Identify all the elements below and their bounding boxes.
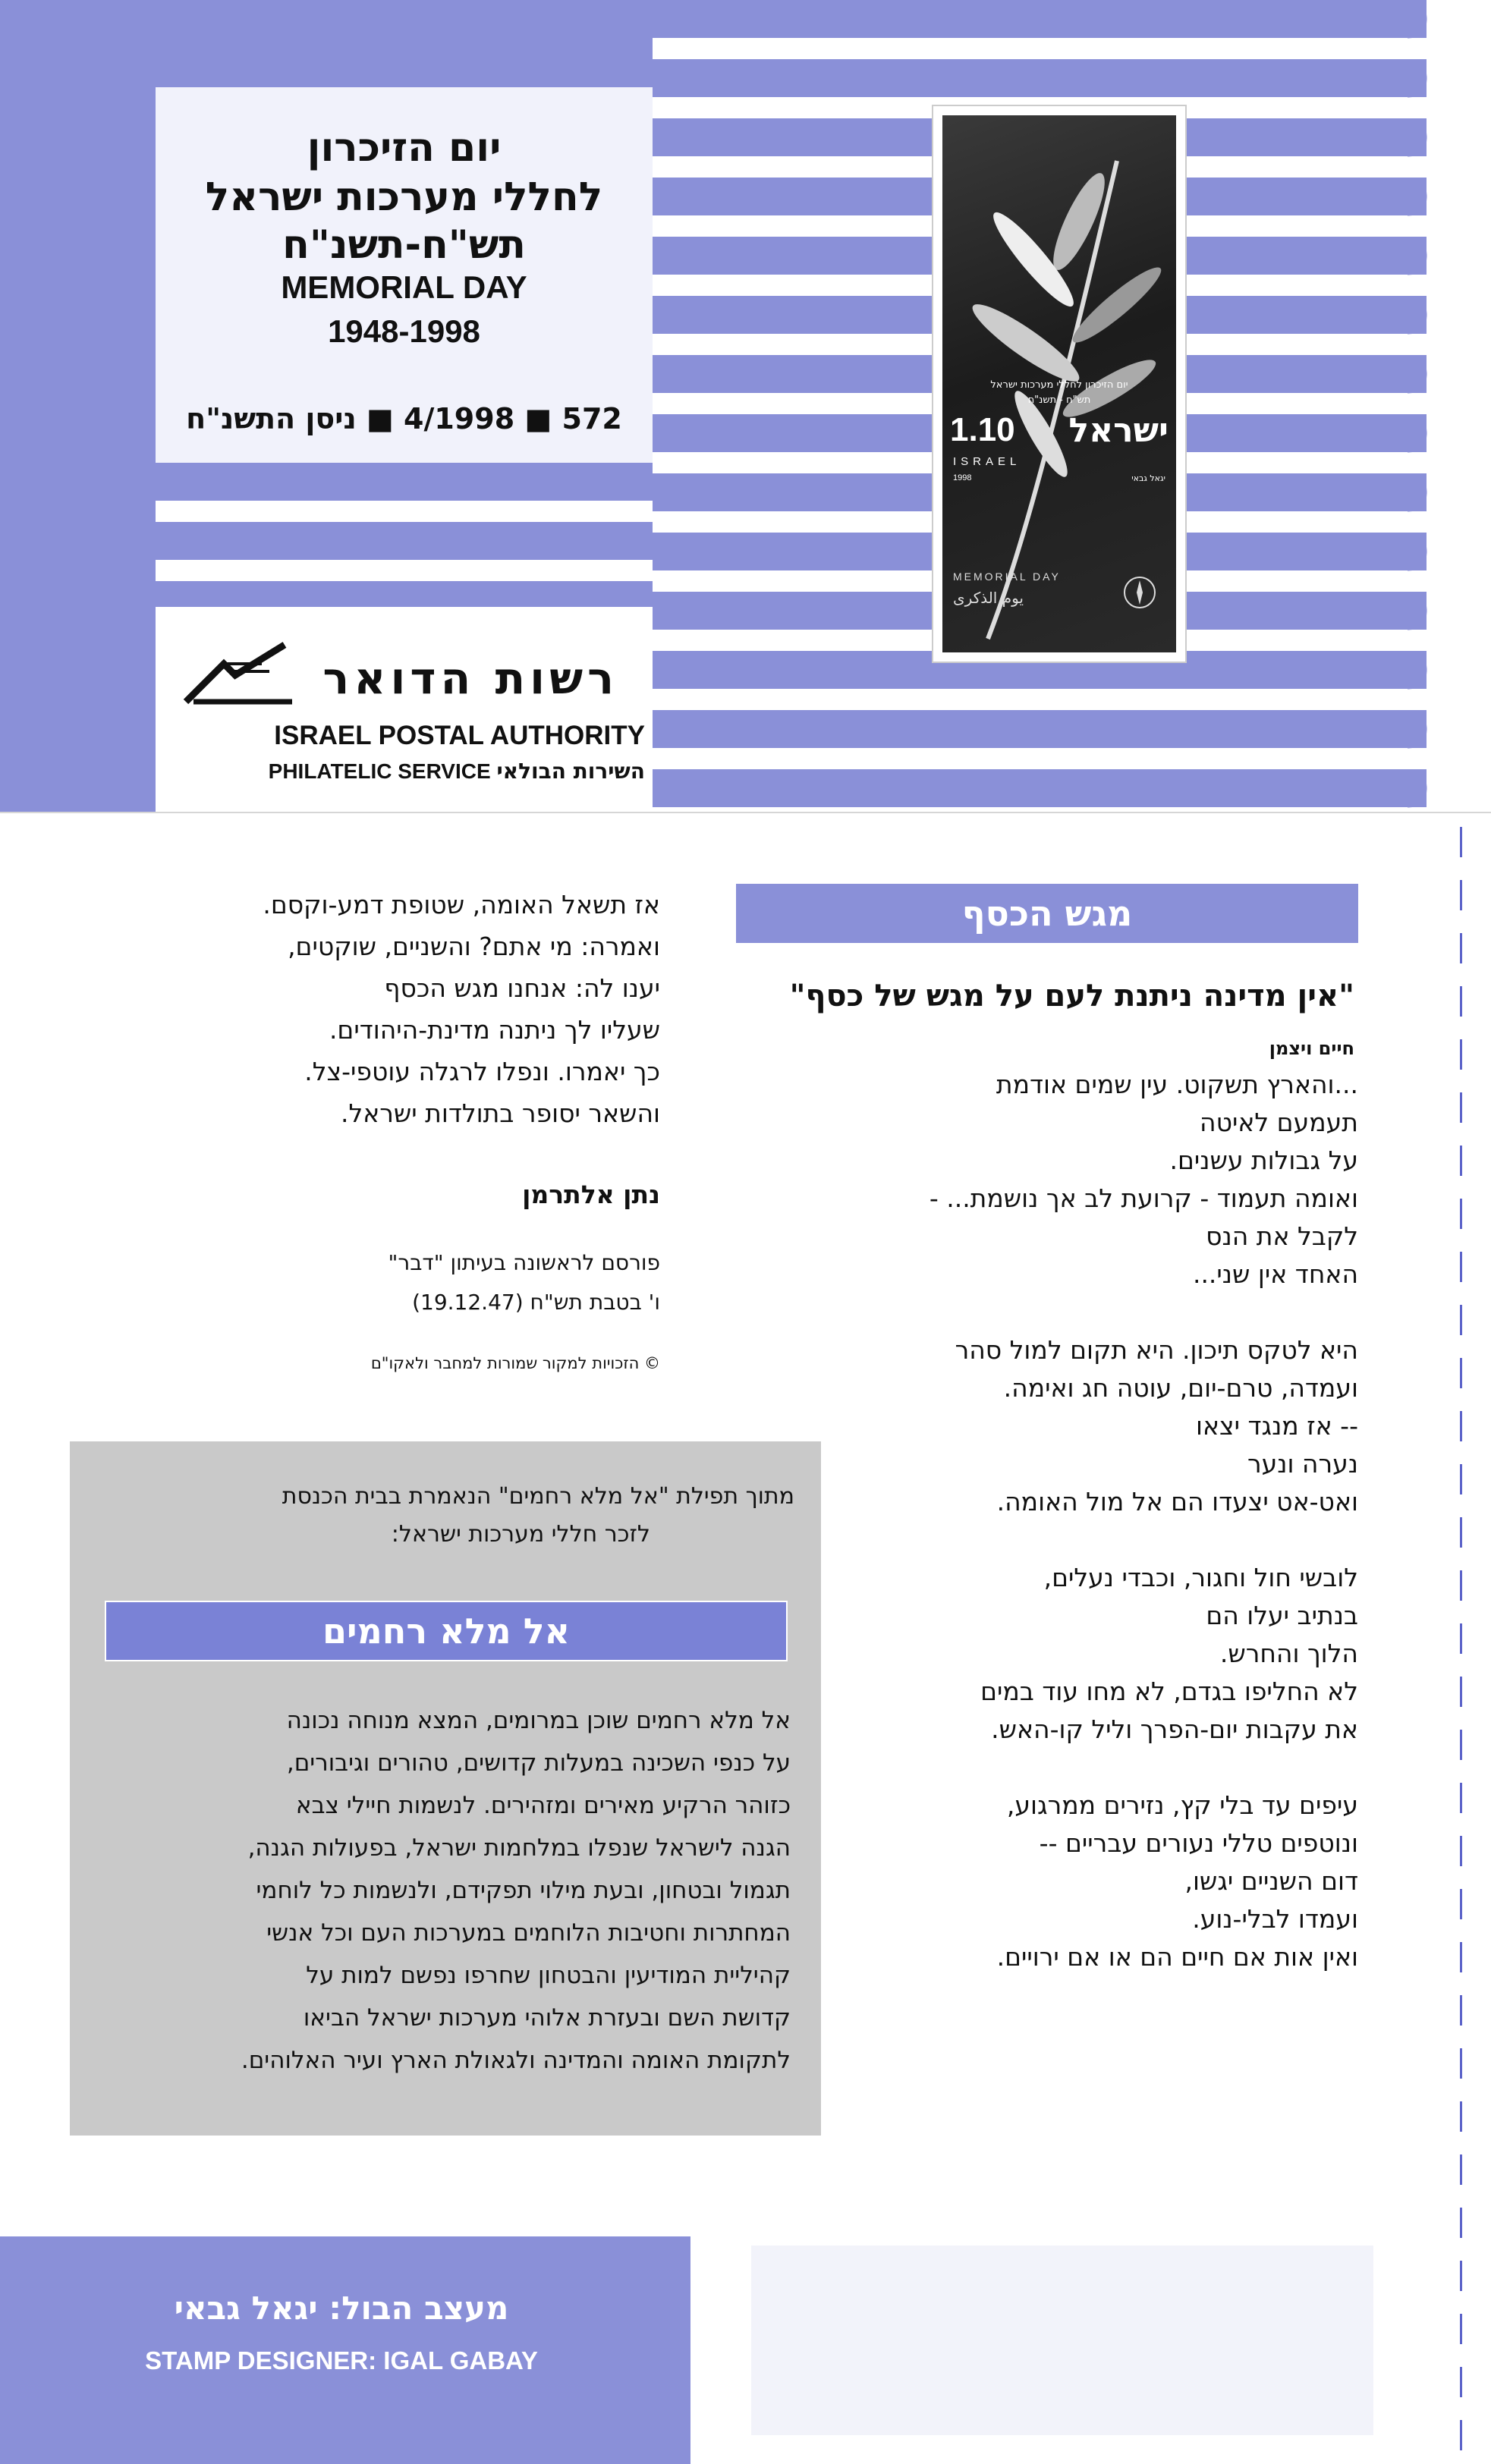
- prayer-line: כזוהר הרקיע מאירים ומזהירים. לנשמות חיילי צבא: [295, 1792, 791, 1819]
- poem-author: נתן אלתרמן: [522, 1180, 660, 1209]
- idf-emblem-icon: [1121, 574, 1158, 611]
- top-blue-band: [0, 0, 653, 87]
- poem-line: לובשי חול וחגור, וכבדי נעלים,: [1043, 1563, 1358, 1592]
- stamp-country-hebrew: ישראל: [1068, 411, 1169, 450]
- title-hebrew-line3: תש"ח-תשנ"ח: [282, 222, 526, 268]
- perforated-edge: [1427, 813, 1491, 2464]
- horizontal-stripes-lower: [156, 463, 653, 607]
- header-text-block: [156, 87, 653, 463]
- designer-hebrew: מעצב הבול: יגאל גבאי: [174, 2290, 509, 2327]
- prayer-box: [70, 1441, 821, 2136]
- title-hebrew-line1: יום הזיכרון: [307, 125, 502, 171]
- poem-line: ...והארץ תשקוט. עין שמים אודמת: [996, 1070, 1358, 1099]
- stamp-designer: יגאל גבאי: [1131, 473, 1165, 483]
- poem-line: תעמעם לאיטה: [1200, 1108, 1358, 1137]
- poem-line: הלוך והחרש.: [1219, 1639, 1358, 1668]
- poem-published-line1: פורסם לראשונה בעיתון "דבר": [388, 1250, 660, 1275]
- prayer-intro-line2: לזכר חללי מערכות ישראל:: [391, 1521, 650, 1548]
- authority-name-hebrew: רשות הדואר: [322, 652, 618, 704]
- poem-line: היא לטקס תיכון. היא תקום למול סהר: [955, 1335, 1358, 1365]
- prayer-text: [100, 1699, 791, 2082]
- issue-line: [156, 402, 653, 435]
- postal-authority-logo-icon: [178, 637, 300, 713]
- prayer-line: לתקומת האומה והמדינה ולגאולת הארץ ועיר האלוהים.: [241, 2047, 791, 2074]
- stripe-ends: [1408, 0, 1445, 812]
- poem-line: -- אז מנגד יצאו: [1195, 1411, 1358, 1441]
- stamp-caption-arabic: يوم الذكرى: [953, 589, 1024, 607]
- prayer-line: קהיליית המודיעין והבטחון שחרפו נפשם למות על: [306, 1962, 791, 1989]
- issue-date: 4/1998: [404, 402, 515, 435]
- prayer-heading-bar: [105, 1601, 788, 1661]
- title-english: MEMORIAL DAY: [281, 269, 527, 305]
- poem-line: בנתיב יעלו הם: [1206, 1601, 1358, 1630]
- poem-line: כך יאמרו. ונפלו לרגלה עוטפי-צל.: [304, 1057, 660, 1086]
- poem-line: אז תשאל האומה, שטופת דמע-וקסם.: [263, 890, 660, 919]
- prayer-heading: אל מלא רחמים: [322, 1611, 571, 1652]
- copyright-note: © הזכויות למקור שמורות למחבר ולאקו"ם: [370, 1354, 660, 1372]
- separator: ■: [524, 402, 552, 435]
- stamp-image: [942, 115, 1176, 652]
- stamp-year: 1998: [953, 473, 972, 482]
- designer-english: STAMP DESIGNER: IGAL GABAY: [145, 2346, 538, 2374]
- poem-line: ועמדו לבלי-נוע.: [1192, 1904, 1358, 1934]
- stamp-value-row: [950, 411, 1169, 450]
- stamp-subtitle: יום הזיכרון לחללי מערכות ישראל: [990, 379, 1128, 391]
- poem-line: לא החליפו בגדם, לא מחו עוד במים: [980, 1677, 1358, 1706]
- fold-line: [0, 812, 1491, 813]
- poem-line: ועמדה, טרם-יום, עוטה חג ואימה.: [1003, 1373, 1358, 1403]
- poem-stanza-break: [751, 1521, 1358, 1559]
- philatelic-service: [156, 759, 645, 784]
- poem-line: ואט-אט יצעדו הם אל מול האומה.: [996, 1487, 1358, 1516]
- poem-quote-author: חיים ויצמן: [1269, 1038, 1354, 1059]
- issue-date-hebrew: ניסן התשנ"ח: [186, 402, 357, 435]
- title-hebrew-line2: לחללי מערכות ישראל: [205, 174, 603, 220]
- service-hebrew: השירות הבולאי: [496, 759, 645, 784]
- separator: ■: [366, 402, 394, 435]
- stamp-years: תש"ח - תשנ"ח: [1027, 394, 1091, 406]
- stamp: [933, 106, 1185, 662]
- poem-line: ואין אות אם חיים הם או אם ירויים.: [996, 1942, 1358, 1972]
- poem-line: יענו לה: אנחנו מגש הכסף: [384, 973, 660, 1003]
- prayer-line: קדושת השם ובעזרת אלוהי מערכות ישראל הביאו: [303, 2004, 791, 2032]
- poem-heading-bar: [736, 884, 1358, 943]
- stamp-country-english: ISRAEL: [953, 455, 1021, 468]
- faint-box: [751, 2246, 1373, 2435]
- poem-line: את עקבות יום-הפרך וליל קו-האש.: [991, 1714, 1358, 1744]
- poem-line: ואומה תעמוד - קרועת לב אך נושמת... -: [929, 1183, 1358, 1213]
- poem-line: ונוטפים טללי נעורים עבריים --: [1039, 1828, 1358, 1858]
- poem-line: עיפים עד בלי קץ, נזירים ממרגוע,: [1006, 1790, 1358, 1820]
- poem-left-column: [68, 884, 660, 1134]
- poem-line: האחד אין שני...: [1192, 1259, 1358, 1289]
- designer-box: [0, 2236, 690, 2464]
- poem-heading: מגש הכסף: [961, 893, 1133, 934]
- title-years: 1948-1998: [328, 313, 480, 349]
- poem-published-line2: ו' בטבת תש"ח (19.12.47): [412, 1290, 660, 1315]
- issue-number: 572: [561, 402, 622, 435]
- prayer-line: המחתרות וחטיבות הלוחמים במערכות העם וכל אנשי: [266, 1919, 791, 1947]
- poem-line: שעליו לך ניתנה מדינת-היהודים.: [329, 1015, 660, 1045]
- poem-stanza-break: [751, 1293, 1358, 1331]
- left-blue-band: [0, 0, 156, 812]
- poem-line: ואמרה: מי אתם? והשניים, שוקטים,: [288, 932, 660, 961]
- poem-line: לקבל את הנס: [1206, 1221, 1358, 1251]
- poem-line: על גבולות עשנים.: [1169, 1146, 1358, 1175]
- stamp-caption-english: MEMORIAL DAY: [953, 570, 1061, 583]
- service-english: PHILATELIC SERVICE: [268, 759, 491, 783]
- poem-line: נערה ונער: [1247, 1449, 1358, 1479]
- prayer-line: תגמול ובטחון, ובעת מילוי תפקידם, ולנשמות כל לוחמי: [256, 1877, 791, 1904]
- prayer-line: על כנפי השכינה במעלות קדושים, טהורים וגיבורים,: [286, 1749, 791, 1777]
- prayer-line: אל מלא רחמים שוכן במרומים, המצא מנוחה נכונה: [286, 1707, 791, 1734]
- poem-line: והשאר יסופר בתולדות ישראל.: [340, 1098, 660, 1128]
- poem-line: דום השניים יגשו,: [1184, 1866, 1358, 1896]
- stamp-value: 1.10: [950, 411, 1015, 448]
- poem-stanza-break: [751, 1749, 1358, 1787]
- top-panel: [0, 0, 1491, 812]
- poem-quote: "אין מדינה ניתנת לעם על מגש של כסף": [789, 979, 1354, 1014]
- perforation-line: [1460, 827, 1462, 2464]
- prayer-line: הגנה לישראל שנפלו במלחמות ישראל, בפעולות הגנה,: [247, 1834, 791, 1862]
- poem-right-column: [751, 1062, 1358, 1976]
- authority-block: [156, 607, 653, 812]
- prayer-intro-line1: מתוך תפילת "אל מלא רחמים" הנאמרת בבית הכנסת: [282, 1483, 794, 1510]
- authority-name-english: ISRAEL POSTAL AUTHORITY: [274, 721, 645, 750]
